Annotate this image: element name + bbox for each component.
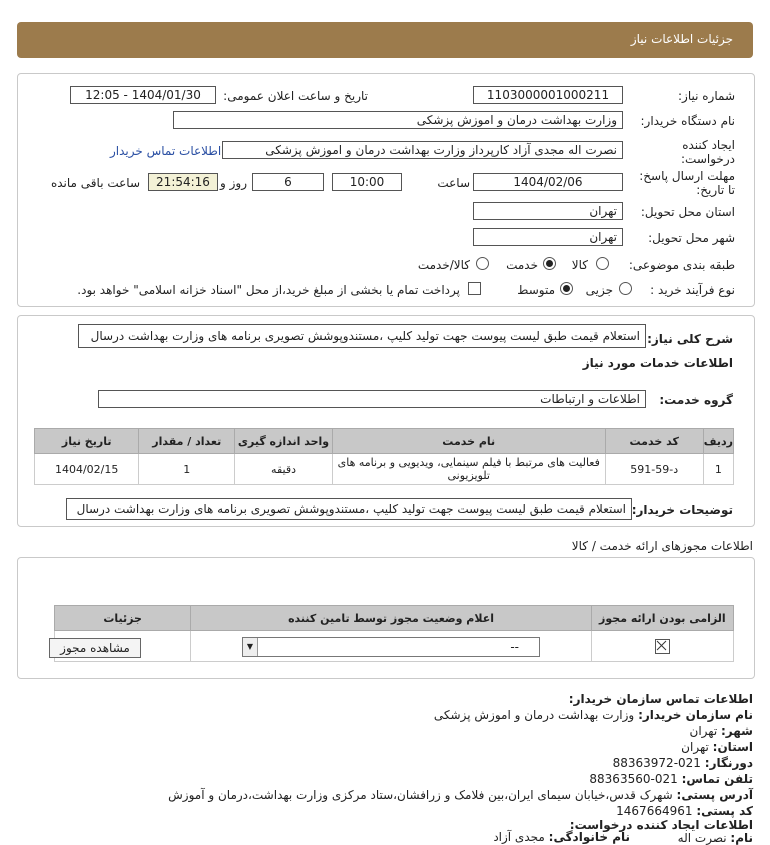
contact-postal-label: کد پستی: — [696, 804, 753, 818]
cell-quantity: 1 — [139, 454, 235, 485]
deadline-label-1: مهلت ارسال پاسخ: — [639, 169, 735, 183]
col-permit-status: اعلام وضعیت مجوز توسط تامین کننده — [191, 606, 591, 631]
creator-heading: اطلاعات ایجاد کننده درخواست: — [569, 818, 753, 832]
col-row: ردیف — [703, 429, 733, 454]
contact-province — [681, 740, 753, 754]
cell-service-code: د-59-591 — [605, 454, 703, 485]
city-field: تهران — [473, 228, 623, 246]
days-field: 6 — [252, 173, 324, 191]
buyer-description-field: استعلام قیمت طبق لیست پیوست جهت تولید کلیپ ،مستندوپوشش تصویری برنامه های وزارت بهداشت درسال — [66, 498, 632, 520]
creator-field: نصرت اله مجدی آزاد کارپرداز وزارت بهداشت درمان و اموزش پزشکی — [222, 141, 623, 159]
page-header — [17, 22, 753, 58]
services-table-header — [35, 429, 734, 454]
category-option-goods-service: کالا/خدمت — [417, 258, 470, 272]
remaining-time-field: 21:54:16 — [148, 173, 218, 191]
col-service-code: کد خدمت — [605, 429, 703, 454]
need-number-field: 1103000001000211 — [473, 86, 623, 104]
contact-city-label: شهر: — [721, 724, 753, 738]
service-group-field: اطلاعات و ارتباطات — [98, 390, 646, 408]
days-label: روز و — [220, 176, 247, 190]
check-x-icon — [655, 639, 668, 652]
announce-label: تاریخ و ساعت اعلان عمومی: — [223, 89, 368, 103]
contact-province-value: تهران — [681, 740, 709, 754]
contact-city-value: تهران — [689, 724, 718, 738]
contact-phone-value: 021-88363560 — [589, 772, 678, 786]
contact-address-label: آدرس پستی: — [676, 788, 753, 802]
province-label: استان محل تحویل: — [640, 205, 735, 219]
deadline-time-field: 10:00 — [332, 173, 402, 191]
col-unit: واحد اندازه گیری — [235, 429, 333, 454]
contact-fax-value: 021-88363972 — [612, 756, 701, 770]
table-row — [35, 454, 734, 485]
process-label: نوع فرآیند خرید : — [650, 283, 735, 297]
permits-table-header — [55, 606, 734, 631]
buyer-field: وزارت بهداشت درمان و اموزش پزشکی — [173, 111, 623, 129]
chevron-down-icon: ▼ — [243, 638, 258, 656]
permit-status-select[interactable] — [242, 637, 540, 657]
contact-postal-value: 1467664961 — [616, 804, 693, 818]
permit-status-value: -- — [510, 640, 519, 654]
contact-org — [434, 708, 753, 722]
creator-name-label: نام: — [730, 831, 753, 845]
category-option-goods: کالا — [571, 258, 588, 272]
page-title: جزئیات اطلاعات نیاز — [630, 32, 733, 46]
buyer-contact-link[interactable]: اطلاعات تماس خریدار — [110, 144, 222, 158]
col-service-name: نام خدمت — [332, 429, 605, 454]
permits-section-title: اطلاعات مجوزهای ارائه خدمت / کالا — [571, 539, 753, 553]
creator-name — [678, 831, 753, 845]
cell-unit: دقیقه — [235, 454, 333, 485]
category-label: طبقه بندی موضوعی: — [628, 258, 735, 272]
creator-family — [493, 830, 630, 844]
creator-name-value: نصرت اله — [677, 831, 727, 845]
col-quantity: تعداد / مقدار — [139, 429, 235, 454]
cell-need-date: 1404/02/15 — [35, 454, 139, 485]
remaining-label: ساعت باقی مانده — [50, 176, 140, 190]
treasury-payment-text: پرداخت تمام یا بخشی از مبلغ خرید،از محل "اسناد خزانه اسلامی" خواهد بود. — [77, 283, 460, 297]
province-field: تهران — [473, 202, 623, 220]
city-label: شهر محل تحویل: — [648, 231, 735, 245]
category-radio-service[interactable] — [543, 257, 556, 270]
process-option-minor: جزیی — [585, 283, 613, 297]
deadline-time-label: ساعت — [437, 176, 470, 190]
deadline-label-2: تا تاریخ: — [696, 183, 735, 197]
need-summary-field: استعلام قیمت طبق لیست پیوست جهت تولید کلیپ ،مستندوپوشش تصویری برنامه های وزارت بهداشت درسال — [78, 324, 646, 348]
contact-address — [168, 788, 753, 802]
category-option-service: خدمت — [506, 258, 538, 272]
contact-phone-label: تلفن تماس: — [681, 772, 753, 786]
announce-field: 1404/01/30 - 12:05 — [70, 86, 216, 104]
services-table — [34, 428, 734, 485]
contact-postal — [616, 804, 753, 818]
contact-city — [690, 724, 753, 738]
need-number-label: شماره نیاز: — [678, 89, 735, 103]
view-permit-button[interactable]: مشاهده مجوز — [49, 638, 141, 658]
deadline-date-field: 1404/02/06 — [473, 173, 623, 191]
category-radio-goods-service[interactable] — [476, 257, 489, 270]
contact-org-value: وزارت بهداشت درمان و اموزش پزشکی — [433, 708, 635, 722]
buyer-label: نام دستگاه خریدار: — [640, 114, 735, 128]
contact-province-label: استان: — [712, 740, 753, 754]
creator-family-value: مجدی آزاد — [493, 830, 545, 844]
contact-phone — [589, 772, 753, 786]
process-option-medium: متوسط — [517, 283, 555, 297]
cell-permit-required — [591, 631, 733, 662]
contact-org-label: نام سازمان خریدار: — [638, 708, 753, 722]
cell-service-name: فعالیت های مرتبط با فیلم سینمایی، ویدیویی و برنامه های تلویزیونی — [332, 454, 605, 485]
creator-label-2: درخواست: — [681, 152, 735, 166]
need-summary-label: شرح کلی نیاز: — [647, 332, 733, 346]
col-permit-required: الزامی بودن ارائه مجوز — [591, 606, 733, 631]
contact-fax-label: دورنگار: — [704, 756, 753, 770]
treasury-payment-checkbox[interactable] — [468, 282, 481, 295]
creator-family-label: نام خانوادگی: — [548, 830, 630, 844]
service-group-label: گروه خدمت: — [659, 393, 733, 407]
contact-fax — [613, 756, 753, 770]
category-radio-goods[interactable] — [596, 257, 609, 270]
process-radio-medium[interactable] — [560, 282, 573, 295]
contact-heading: اطلاعات تماس سازمان خریدار: — [568, 692, 753, 706]
cell-row: 1 — [703, 454, 733, 485]
permit-required-checkbox — [655, 639, 670, 654]
services-heading: اطلاعات خدمات مورد نیاز — [582, 356, 733, 370]
col-permit-details: جزئیات — [55, 606, 191, 631]
col-need-date: تاریخ نیاز — [35, 429, 139, 454]
contact-address-value: شهرک قدس،خیابان سیمای ایران،بین فلامک و زرافشان،ستاد مرکزی وزارت بهداشت،درمان و آموزش — [168, 788, 673, 802]
creator-label-1: ایجاد کننده — [682, 138, 735, 152]
buyer-description-label: توضیحات خریدار: — [631, 503, 733, 517]
process-radio-minor[interactable] — [619, 282, 632, 295]
